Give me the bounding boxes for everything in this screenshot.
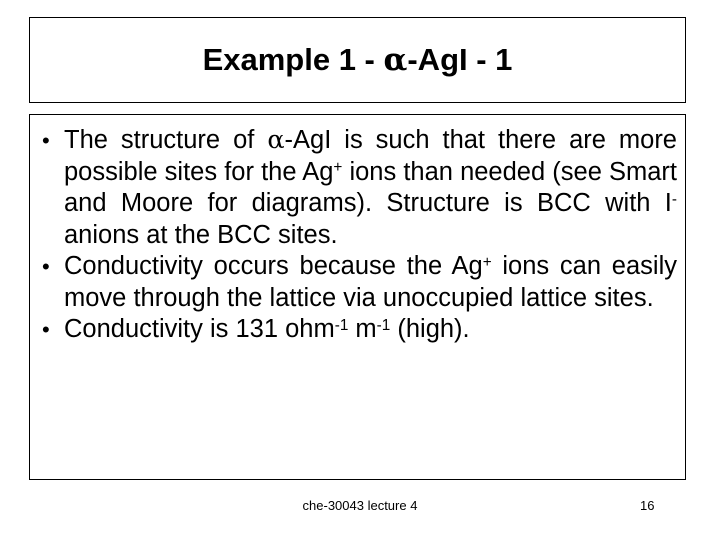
bullet-list — [30, 125, 685, 346]
bullet-mark: • — [42, 128, 50, 153]
bullet-text: Conductivity occurs because the Ag — [64, 252, 483, 280]
content-box — [29, 114, 686, 480]
title-suffix: -AgI - 1 — [407, 42, 513, 77]
slide-title — [30, 42, 685, 78]
bullet-item — [30, 251, 685, 314]
superscript: -1 — [376, 316, 391, 334]
superscript: - — [671, 190, 677, 208]
bullet-text: ions can easily move through the lattice via unoccupied lattice sites. — [64, 252, 677, 312]
page-number: 16 — [640, 498, 655, 513]
title-box — [29, 17, 686, 103]
footer-course: che-30043 lecture 4 — [302, 498, 418, 513]
bullet-text: -AgI is such that there are more possible sites for the Ag — [64, 126, 677, 186]
bullet-item — [30, 314, 685, 346]
bullet-text: (high). — [390, 315, 470, 343]
superscript: + — [482, 253, 492, 271]
greek-alpha: α — [267, 125, 285, 155]
bullet-mark: • — [42, 254, 50, 279]
bullet-mark: • — [42, 317, 50, 342]
bullet-text: The structure of — [64, 126, 268, 154]
bullet-text: m — [348, 315, 377, 343]
bullet-text: anions at the BCC sites. — [64, 220, 338, 249]
title-greek-alpha: α — [383, 42, 408, 78]
bullet-text: ions than needed (see Smart and Moore for diagrams). Structure is BCC with I — [64, 157, 677, 217]
bullet-item — [30, 125, 685, 251]
bullet-text: Conductivity is 131 ohm — [64, 315, 335, 343]
superscript: + — [333, 159, 343, 176]
superscript: -1 — [334, 316, 349, 334]
title-prefix: Example 1 - — [202, 42, 384, 77]
